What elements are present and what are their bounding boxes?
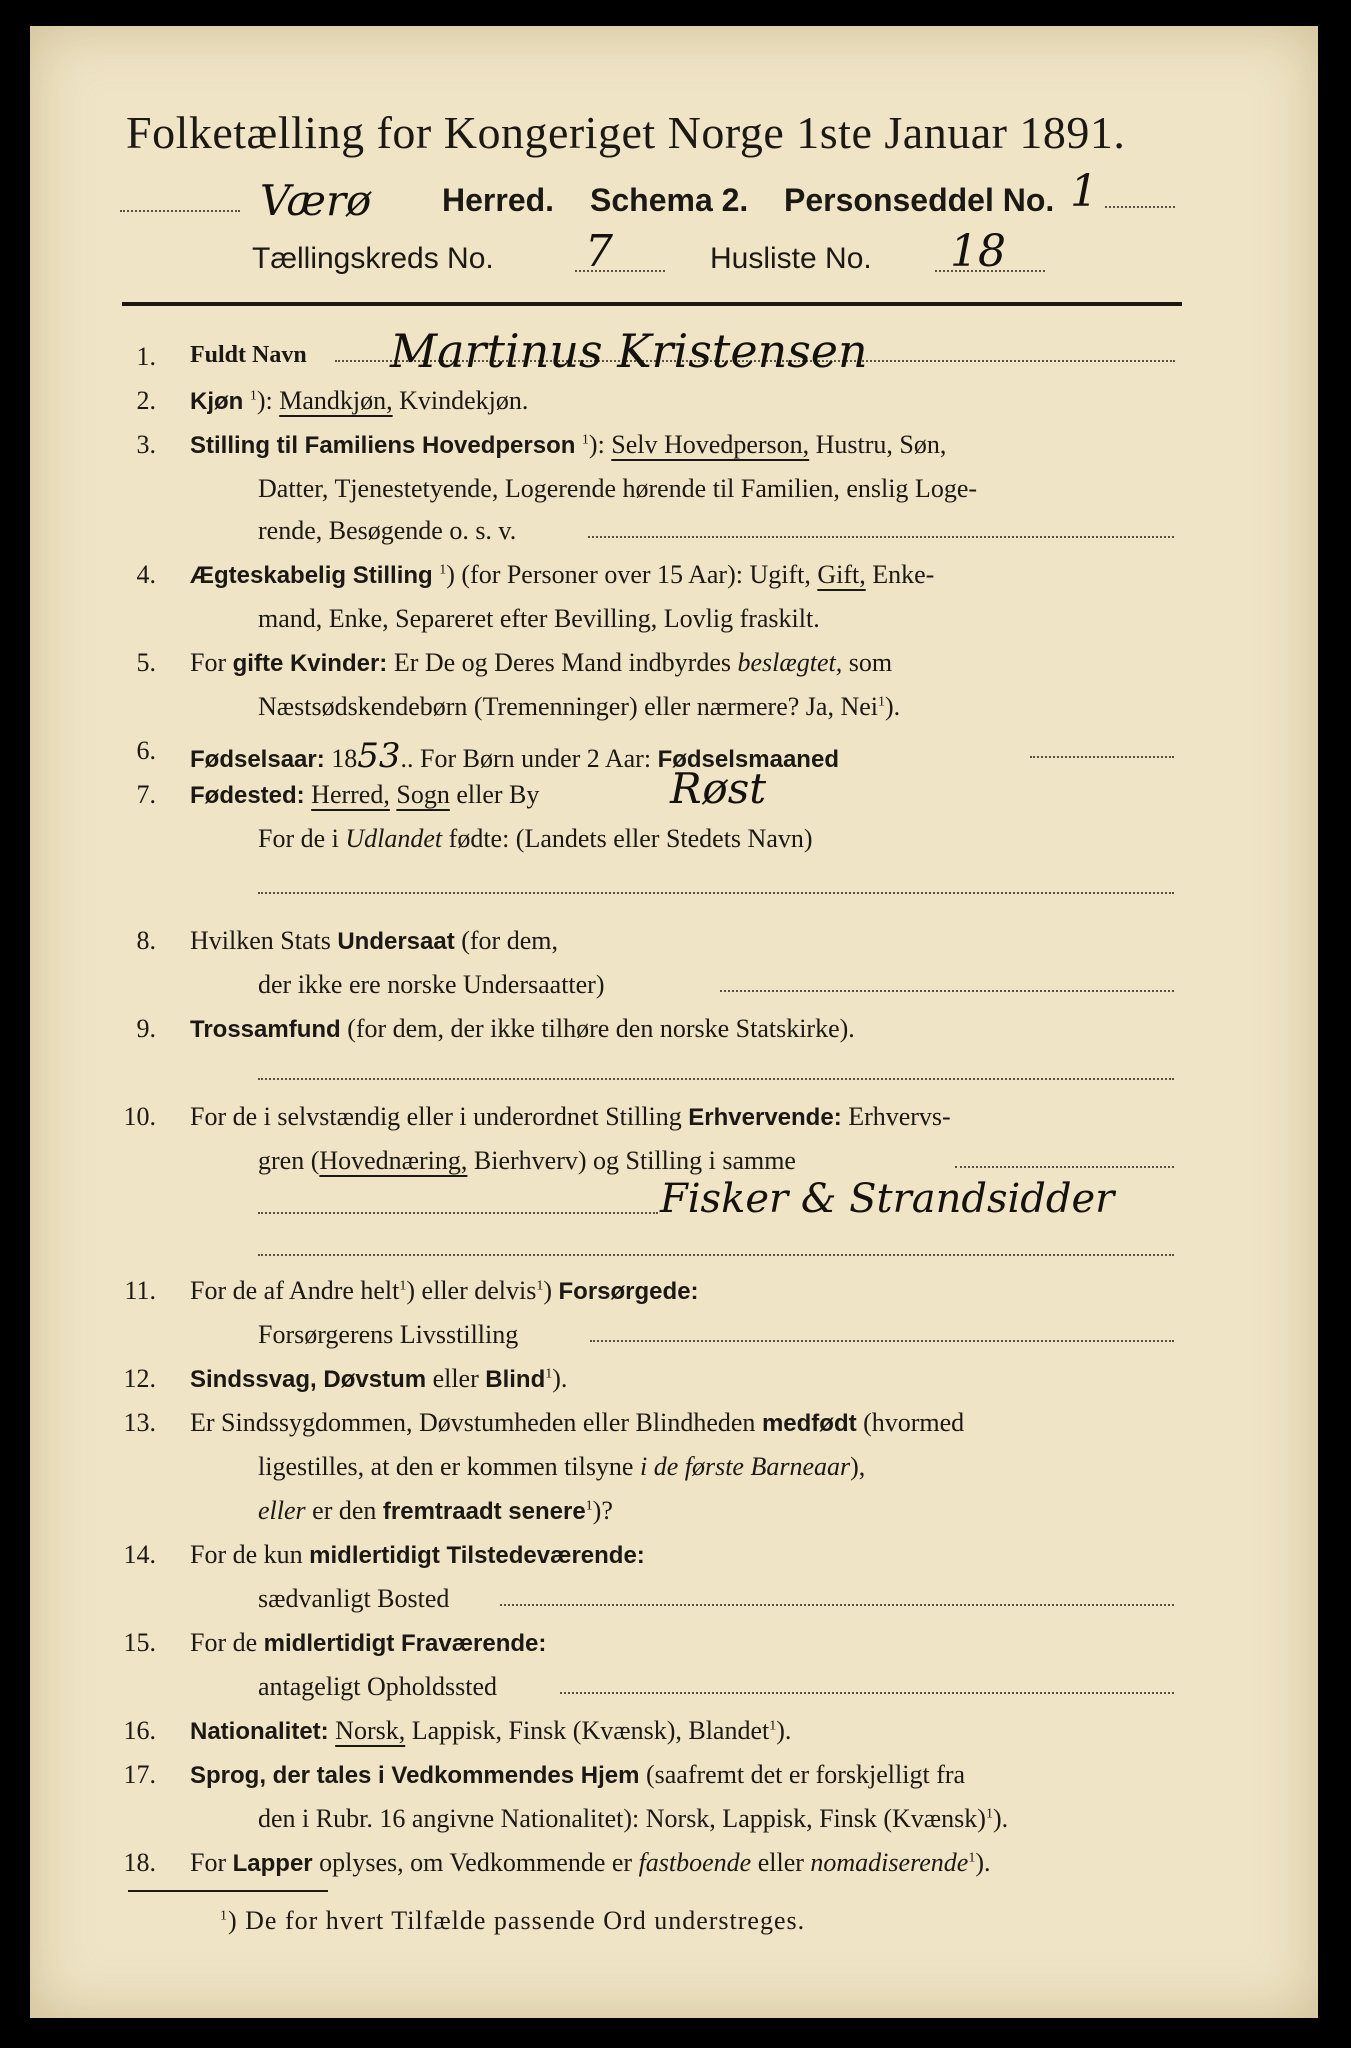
row-3-dotline (588, 536, 1174, 538)
husliste-label: Husliste No. (710, 242, 872, 275)
row-10-line2-b: Bierhverv) og Stilling i samme (473, 1146, 796, 1175)
row-17-number: 17. (123, 1760, 156, 1789)
row-12-text-a: eller (432, 1364, 479, 1393)
row-13-text-b: (hvormed (863, 1408, 965, 1437)
row-8-label: Undersaat (337, 928, 455, 955)
schema-label: Schema 2. (590, 182, 749, 218)
birthplace-value: Røst (670, 764, 767, 813)
row-4-text-b: Enke- (872, 560, 935, 589)
row-6-label: Fødselsaar: (190, 746, 325, 773)
row-10-label: Erhvervende: (688, 1104, 842, 1131)
row-13-number: 13. (123, 1408, 156, 1437)
row-13-text-a: Er Sindssygdommen, Døvstumheden eller Blindheden (190, 1408, 756, 1437)
row-10-text-b: Erhvervs- (848, 1102, 951, 1131)
row-8-text-a: Hvilken Stats (190, 926, 331, 955)
row-12-sup: 1 (545, 1366, 553, 1382)
row-5-line2-end: ). (885, 692, 901, 721)
row-7-line1 (190, 780, 539, 810)
row-9-dotline (258, 1078, 1174, 1080)
row-16-label: Nationalitet: (190, 1718, 329, 1745)
row-13-line3 (258, 1496, 613, 1526)
row-11-dotline (590, 1340, 1174, 1342)
row-12-text-b: ). (552, 1364, 568, 1393)
row-14-number: 14. (123, 1540, 156, 1569)
row-10-opt-hovednaering: Hovednæring, (319, 1146, 468, 1175)
row-7-line2 (258, 824, 813, 854)
row-3-line3: rende, Besøgende o. s. v. (258, 516, 517, 545)
row-16-text-a: Lappisk, Finsk (Kvænsk), Blandet (411, 1716, 770, 1745)
row-11-number: 11. (124, 1276, 156, 1305)
row-12-label: Sindssvag, Døvstum (190, 1366, 427, 1393)
row-13-line3-a: er den (312, 1496, 377, 1525)
row-5-text-a: Er De og Deres Mand indbyrdes (393, 648, 731, 677)
row-7-number: 7. (136, 780, 156, 809)
row-16-sup: 1 (769, 1718, 777, 1734)
row-6-number: 6. (136, 736, 156, 765)
row-18-sup: 1 (968, 1850, 976, 1866)
row-18-italic-1: fastboende (638, 1848, 752, 1877)
row-5-number: 5. (136, 648, 156, 677)
row-3-number: 3. (136, 430, 156, 459)
row-5-text-b: som (848, 648, 893, 677)
row-1-number: 1. (136, 342, 156, 371)
row-7-line2-italic: Udlandet (345, 824, 443, 853)
row-11-text-a: For de af Andre helt (190, 1276, 400, 1305)
row-18-text-d: ). (975, 1848, 991, 1877)
row-2-label: Kjøn (190, 388, 244, 415)
row-5-label: gifte Kvinder: (232, 650, 388, 677)
row-18-text-c: eller (757, 1848, 804, 1877)
row-7-opt-herred: Herred, (311, 780, 390, 809)
row-16-line (190, 1716, 791, 1746)
row-14-label: midlertidigt Tilstedeværende: (309, 1542, 645, 1569)
row-10-line1 (190, 1102, 951, 1132)
row-4-line1 (190, 560, 934, 590)
row-7-label: Fødested: (190, 782, 305, 809)
herred-value: Værø (260, 176, 372, 225)
taellingskreds-label: Tællingskreds No. (252, 242, 494, 275)
row-9-line (190, 1014, 855, 1044)
census-form (30, 26, 1318, 2018)
row-12-number: 12. (123, 1364, 156, 1393)
row-7-dotline (258, 892, 1174, 894)
row-3-line2: Datter, Tjenestetyende, Logerende hørende til Familien, enslig Loge- (258, 474, 978, 503)
row-13-line2-b: ), (850, 1452, 866, 1481)
row-12-line (190, 1364, 567, 1394)
row-13-line2 (258, 1452, 865, 1482)
form-title: Folketælling for Kongeriget Norge 1ste Januar 1891. (126, 107, 1126, 158)
row-4-line2: mand, Enke, Separeret efter Bevilling, Lovlig fraskilt. (258, 604, 820, 633)
row-2-sup: 1 (249, 388, 257, 404)
row-4-opt-gift: Gift, (817, 560, 866, 589)
row-15-text-a: For de (190, 1628, 258, 1657)
row-3-text-b: Hustru, Søn, (815, 430, 947, 459)
row-4-number: 4. (136, 560, 156, 589)
row-5-sup: 1 (878, 694, 885, 710)
row-9-text-a: (for dem, der ikke tilhøre den norske Statskirke). (347, 1014, 855, 1043)
row-11-line1: For de af Andre helt$^1$) eller delvis$^1$) Forsørgede: (190, 1276, 699, 1305)
full-name-value: Martinus Kristensen (390, 324, 868, 378)
row-17-line2 (258, 1804, 1008, 1834)
row-15-line1 (190, 1628, 546, 1658)
row-6-line: Fødselsaar: 1853.. For Børn under 2 Aar: Fødselsmaaned (190, 736, 839, 776)
footnote-rule (128, 1890, 328, 1892)
row-13-label: medfødt (761, 1410, 857, 1437)
row-8-number: 8. (136, 926, 156, 955)
row-18-number: 18. (123, 1848, 156, 1877)
row-1-label: Fuldt Navn (190, 342, 307, 368)
row-11-sup-2: 1 (536, 1278, 544, 1294)
row-18-label: Lapper (232, 1850, 313, 1877)
row-4-label: Ægteskabelig Stilling (190, 562, 433, 589)
row-17-line2-end: ). (992, 1804, 1009, 1833)
herred-dotline (120, 180, 240, 212)
row-3-line1 (190, 430, 946, 460)
row-10-dotline-3 (258, 1254, 1174, 1256)
row-7-opt-sogn: Sogn (396, 780, 450, 809)
row-6-prefix: 18 (331, 744, 358, 773)
row-10-line2-a: gren ( (258, 1146, 320, 1175)
row-6-label2: Fødselsmaaned (657, 746, 839, 773)
row-13-line2-italic: i de første Barneaar (639, 1452, 851, 1481)
row-13-line3-label: fremtraadt senere (382, 1498, 586, 1525)
row-17-line2-text: den i Rubr. 16 angivne Nationalitet): Norsk, Lappisk, Finsk (Kvænsk) (258, 1804, 986, 1833)
personseddel-value: 1 (1070, 166, 1098, 217)
row-2-opt-mandkjon: Mandkjøn, (279, 386, 393, 415)
header-rule (122, 302, 1182, 306)
row-18-italic-2: nomadiserende (810, 1848, 969, 1877)
row-2-number: 2. (136, 386, 156, 415)
row-5-line1 (190, 648, 892, 678)
row-18-text-b: oplyses, om Vedkommende er (319, 1848, 633, 1877)
row-10-dotline-2 (258, 1212, 658, 1214)
row-7-text-a: eller By (456, 780, 540, 809)
husliste-dotline (935, 270, 1045, 272)
row-17-text-a: (saafremt det er forskjelligt fra (645, 1760, 966, 1789)
row-16-opt-norsk: Norsk, (335, 1716, 406, 1745)
taellingskreds-value: 7 (585, 226, 613, 277)
row-8-text-b: (for dem, (461, 926, 558, 955)
row-5-label-a: For (190, 648, 227, 677)
row-18-line (190, 1848, 990, 1878)
row-12-label2: Blind (485, 1366, 546, 1393)
row-13-line3-italic: eller (258, 1496, 306, 1525)
row-15-dotline (560, 1692, 1174, 1694)
row-15-line2: antageligt Opholdssted (258, 1672, 498, 1701)
row-11-sup-1: 1 (399, 1278, 407, 1294)
row-14-dotline (500, 1604, 1174, 1606)
birth-year-value: 53 (357, 736, 401, 776)
row-5-italic: beslægtet, (737, 648, 843, 677)
row-14-text-a: For de kun (190, 1540, 303, 1569)
row-16-number: 16. (123, 1716, 156, 1745)
row-9-label: Trossamfund (190, 1016, 341, 1043)
row-15-number: 15. (123, 1628, 156, 1657)
row-17-sup: 1 (985, 1806, 993, 1822)
row-17-label: Sprog, der tales i Vedkommendes Hjem (190, 1762, 640, 1789)
row-11-text-b: ) eller delvis (406, 1276, 537, 1305)
row-2-opt-kvindekjon: Kvindekjøn. (399, 386, 529, 415)
row-5-line2-text: Næstsødskendebørn (Tremenninger) eller nærmere? Ja, Nei (258, 692, 878, 721)
row-7-line2-a: For de i (258, 824, 339, 853)
row-11-label: Forsørgede: (558, 1278, 699, 1305)
row-16-text-b: ). (776, 1716, 792, 1745)
row-3-label: Stilling til Familiens Hovedperson (190, 432, 576, 459)
row-13-line3-b: )? (592, 1496, 613, 1525)
row-10-dotline-1 (955, 1166, 1174, 1168)
row-10-number: 10. (123, 1102, 156, 1131)
row-3-opt-selv-hovedperson: Selv Hovedperson, (611, 430, 810, 459)
herred-label: Herred. (442, 182, 555, 218)
taellingskreds-dotline (575, 270, 665, 272)
row-11-line2: Forsørgerens Livsstilling (258, 1320, 519, 1349)
row-13-line2-a: ligestilles, at den er kommen tilsyne (258, 1452, 634, 1481)
row-13-sup: 1 (585, 1498, 593, 1514)
row-4-text-a: ) (for Personer over 15 Aar): Ugift, (446, 560, 811, 589)
husliste-value: 18 (950, 226, 1006, 277)
row-8-line2: der ikke ere norske Undersaatter) (258, 970, 605, 999)
row-14-line2: sædvanligt Bosted (258, 1584, 450, 1613)
row-4-sup: 1 (439, 562, 447, 578)
occupation-value: Fisker & Strandsidder (660, 1176, 1115, 1222)
row-17-line1 (190, 1760, 965, 1790)
row-14-line1 (190, 1540, 645, 1570)
row-9-number: 9. (136, 1014, 156, 1043)
row-3-text-a: ): (588, 430, 605, 459)
footnote-text: ) De for hvert Tilfælde passende Ord understreges. (228, 1906, 806, 1935)
row-8-dotline (720, 990, 1174, 992)
row-6-text-a: For Børn under 2 Aar: (419, 744, 652, 773)
row-2-line (190, 386, 528, 416)
row-7-line2-b: fødte: (Landets eller Stedets Navn) (448, 824, 813, 853)
personseddel-label: Personseddel No. (784, 182, 1055, 218)
row-10-text-a: For de i selvstændig eller i underordnet Stilling (190, 1102, 682, 1131)
row-3-sup: 1 (581, 432, 589, 448)
row-10-line2 (258, 1146, 796, 1176)
row-6-dotline (1030, 756, 1174, 758)
row-13-line1 (190, 1408, 964, 1438)
row-5-line2 (258, 692, 900, 722)
row-8-line1 (190, 926, 558, 956)
footnote-mark: 1 (220, 1908, 228, 1924)
row-15-label: midlertidigt Fraværende: (263, 1630, 547, 1657)
row-2-text-a: ): (256, 386, 273, 415)
personseddel-dotline (1105, 206, 1175, 208)
footnote (220, 1906, 805, 1936)
row-18-text-a: For (190, 1848, 227, 1877)
